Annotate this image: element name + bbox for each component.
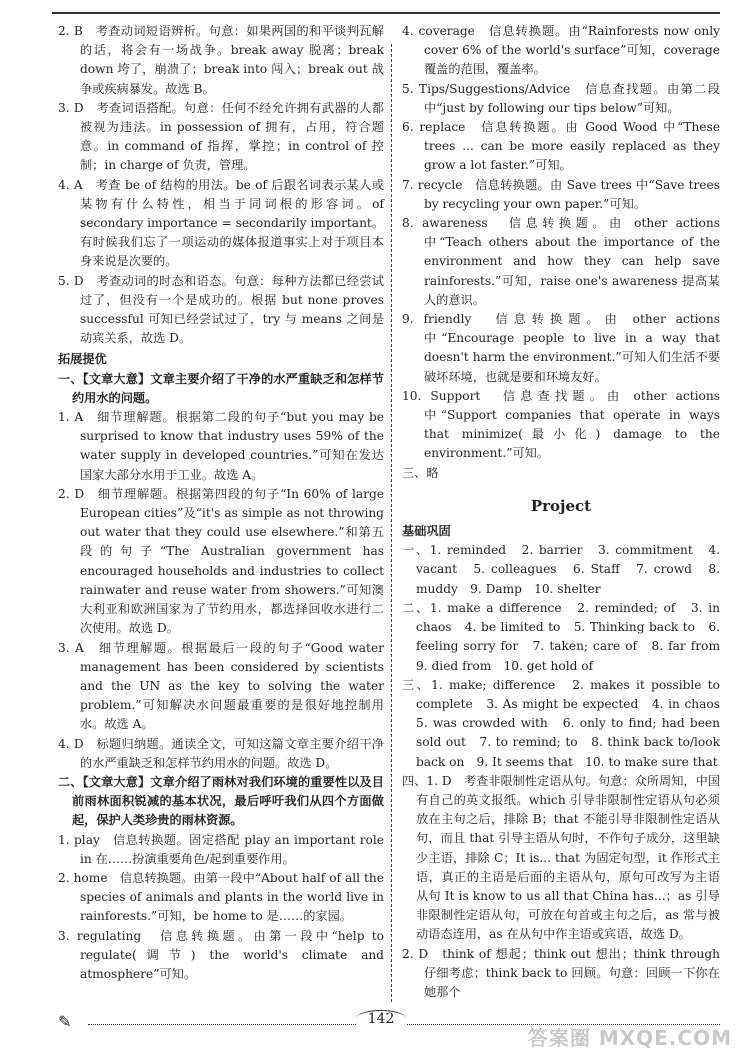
- right-top-paragraph: 10. Support 信息查找题。由 other actions 中“Support companies that operate in ways that minimize(最小化) damage to the environment.”可知。: [402, 388, 720, 461]
- right-top-paragraph: 4. coverage 信息转换题。由“Rainforests now only cover 6% of the world's surface”可知，coverage 覆盖的范围，覆盖率。: [402, 24, 720, 77]
- left-paragraph: 一、【文章大意】文章主要介绍了干净的水严重缺乏和怎样节约用水的问题。: [58, 371, 384, 405]
- right-top-paragraph: 三、略: [402, 465, 439, 480]
- right-top-answers: [402, 22, 720, 483]
- left-paragraph: 4. A 考查 be of 结构的用法。be of 后跟名词表示某人或某物有什么特性，相当于同词根的形容词。of secondary importance = secondarily important。有时候我们忘了一项运动的媒体报道事实上对于项目本身来说是次要的。: [58, 177, 385, 269]
- left-paragraph: 3. D 考查词语搭配。句意：任何不经允许拥有武器的人都被视为违法。in possession of 拥有，占用，符合题意。in command of 指挥，掌控；in control of 控制；in charge of 负责，管理。: [58, 100, 384, 173]
- right-top-paragraph: 5. Tips/Suggestions/Advice 信息查找题。由第二段中“just by following our tips below”可知。: [402, 81, 720, 115]
- project-paragraph: 一、1. reminded 2. barrier 3. commitment 4. vacant 5. colleagues 6. Staff 7. crowd 8. muddy 9. Damp 10. shelter: [402, 543, 720, 596]
- left-paragraph: 5. D 考查动词的时态和语态。句意：每种方法都已经尝试过了，但没有一个是成功的。根据 but none proves successful 可知已经尝试过了，try 与 means 之间是动宾关系，故选 D。: [58, 273, 384, 346]
- right-column: [402, 22, 733, 1002]
- left-paragraph: 3. regulating 信息转换题。由第一段中“help to regulate(调节) the world's climate and atmosphere”可知。: [58, 928, 384, 981]
- left-paragraph: 2. B 考查动词短语辨析。句意：如果两国的和平谈判瓦解的话，将会有一场战争。break away 脱离；break down 垮了，崩溃了；break into 闯入；break out 战争或疾病暴发。故选 B。: [58, 24, 384, 96]
- left-paragraph: 3. A 细节理解题。根据最后一段的句子“Good water management has been considered by scientists and the UN as the key to solving the water problem.”可知解决水问题最重要的是很好地控制用水。故选 A。: [58, 640, 384, 732]
- left-column: [58, 22, 384, 984]
- project-paragraph: 2. D think of 想起；think out 想出；think through 仔细考虑；think back to 回顾。句意：回顾一下你在她那个: [402, 946, 720, 999]
- project-paragraph: 三、1. make; difference 2. makes it possible to complete 3. As might be expected 4. in chaos 5. was crowded with 6. only to find; had been sold out 7. to remind; to 8. think back to/look back on 9. It seems that 10. to make sure that: [402, 677, 733, 769]
- left-paragraph: 1. A 细节理解题。根据第二段的句子“but you may be surprised to know that industry uses 59% of the water supply in developed countries.”可知在发达国家大部分水用于工业。故选 A。: [58, 410, 384, 482]
- right-top-paragraph: 6. replace 信息转换题。由 Good Wood 中“These trees ... can be more easily replaced as they grow a lot faster.”可知。: [402, 120, 720, 173]
- left-paragraph: 二、【文章大意】文章介绍了雨林对我们环境的重要性以及目前雨林面积锐减的基本状况，最后呼吁我们从四个方面做起，保护人类珍贵的雨林资源。: [58, 774, 384, 828]
- page-number: 142: [356, 1010, 406, 1027]
- left-paragraph: 1. play 信息转换题。固定搭配 play an important role in 在……扮演重要角色/起到重要作用。: [58, 832, 384, 866]
- column-divider: [391, 44, 392, 1002]
- left-paragraph: 2. home 信息转换题。由第一段中“About half of all the species of animals and plants in the world live in rainforests.”可知，be home to 是……的家园。: [58, 870, 384, 924]
- left-paragraph: 2. D 细节理解题。根据第四段的句子“In 60% of large European cities”及“it's as simple as not throwing out water that they could use elsewhere.”和第五段的句子“The Australian government has encouraged households and industries to collect rainwater and reuse water from showers.”可知澳大利亚和欧洲国家为了节约用水，都选择回收水进行二次使用。故选 D。: [58, 486, 384, 636]
- project-title: Project: [530, 496, 592, 515]
- right-top-paragraph: 8. awareness 信息转换题。由 other actions 中“Teach others about the importance of the environment and how they can help save rainforests.”可知，raise one's awareness 提高某人的意识。: [402, 216, 720, 307]
- project-paragraph: 基础巩固: [402, 524, 451, 539]
- project-paragraph: 四、1. D 考查非限制性定语从句。句意：众所周知，中国有自己的英文报纸。which 引导非限制性定语从句必须放在主句之后，排除 B；that 不能引导非限制性定语从句，而且 that 引导主语从句时，不作句子成分，这里缺少主语，排除 C；It is... that 为固定句型，it 作形式主语，真正的主语是后面的主语从句，原句可改写为主语从句 It is know to us all that China has...；as 引导非限制性定语从句，可放在句首或主句之后，as 常与被动语态连用，as 在从句中作主语或宾语，故选 D。: [402, 773, 720, 942]
- watermark-logo: 答案圈 MXQE.COM: [527, 1026, 732, 1050]
- right-top-paragraph: 7. recycle 信息转换题。由 Save trees 中“Save trees by recycling your own paper.”可知。: [402, 177, 720, 211]
- top-rule: [52, 12, 720, 14]
- left-paragraph: 4. D 标题归纳题。通读全文，可知这篇文章主要介绍干净的水严重缺乏和怎样节约用水的问题。故选 D。: [58, 736, 384, 770]
- left-paragraph: 拓展提优: [58, 352, 107, 367]
- right-top-paragraph: 9. friendly 信息转换题。由 other actions 中“Encourage people to live in a way that doesn't harm the environment.”可知人们生活不要破坏环境，也就是要和环境友好。: [402, 312, 720, 384]
- pen-icon: ✎: [58, 1012, 72, 1031]
- project-answers: [402, 522, 733, 1002]
- project-paragraph: 二、1. make a difference 2. reminded; of 3. in chaos 4. be limited to 5. Thinking back to 6. feeling sorry for 7. taken; care of 8. far from 9. died from 10. get hold of: [402, 600, 733, 673]
